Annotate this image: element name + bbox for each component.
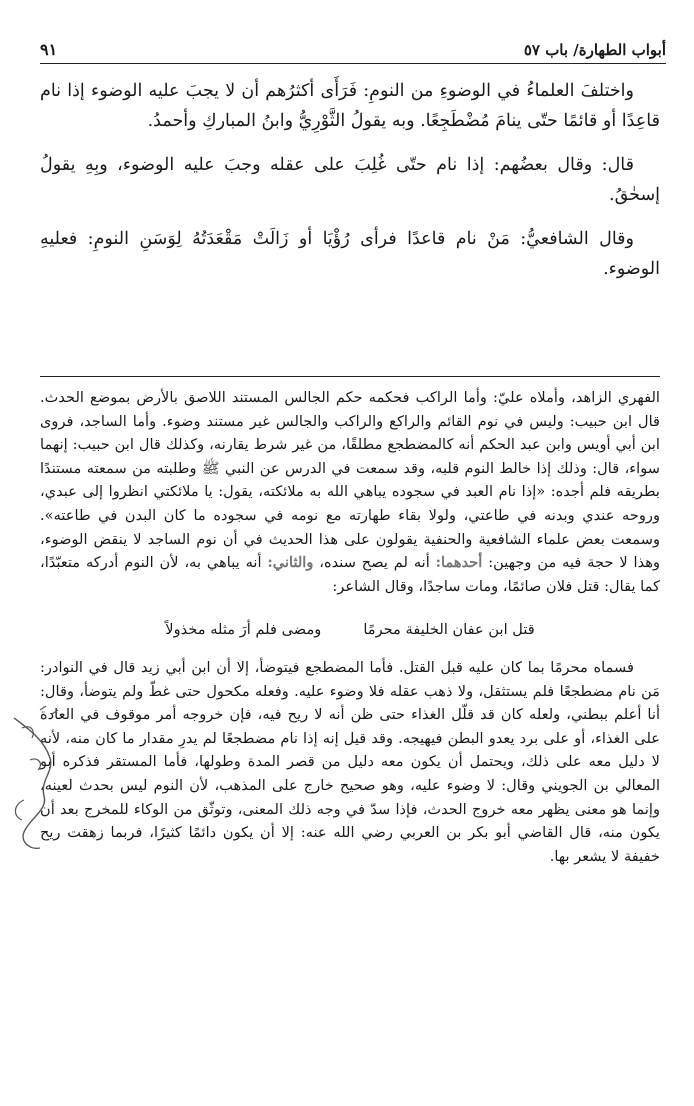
main-paragraph: قال: وقال بعضُهم: إذا نام حتّى غُلِبَ على عقله وجبَ عليه الوضوء، وبِهِ يقولُ إسحٰقُ.	[40, 155, 660, 205]
first-reason-text: أنه لم يصح سنده،	[319, 554, 430, 572]
main-paragraph: واختلفَ العلماءُ في الوضوءِ من النومِ: فَرَأَى أكثرُهم أن لا يجبَ عليه الوضوء إذا نام قاعِدًا أو قائمًا حتّى ينامَ مُضْطَجِعًا. وبه يقولُ الثَّوْرِيُّ وابنُ المباركِ وأحمدُ.	[40, 81, 660, 131]
first-reason-label: أحدهما:	[435, 554, 483, 572]
verse-second-hemistich: ومضى فلم أرَ مثله مخذولاً	[165, 621, 322, 639]
main-text	[40, 76, 660, 298]
commentary	[40, 386, 660, 868]
footnote-divider	[40, 376, 660, 377]
verse-first-hemistich: قتل ابن عفان الخليفة محرمًا	[363, 621, 535, 639]
second-reason-text: أنه يباهي به، لأن النوم أدركه متعبّدًا، كما يقال: قتل فلان صائمًا، ومات ساجدًا، وقال الشاعر:	[40, 554, 660, 595]
running-head	[40, 34, 666, 64]
handwritten-margin-note	[0, 700, 80, 860]
poem-verse	[40, 618, 660, 642]
main-paragraph: وقال الشافعيُّ: مَنْ نام قاعدًا فرأى رُؤْيَا أو زَالَتْ مَقْعَدَتُهُ لِوَسَنِ النومِ: فعليهِ الوضوء.	[40, 229, 660, 279]
commentary-paragraph: فسماه محرمًا بما كان عليه قبل القتل. فأما المضطجع فيتوضأ، إلا أن ابن أبي زيد قال في النوادر: مَن نام مضطجعًا فلم يستثقل، ولا ذهب عقله فلا وضوء عليه. وفعله مكحول حتى غطّ ولم يتوضأ، وقال: أنا أعلم ببطني، ولعله كان قد قلّل الغذاء حتى ظن أنه لا ريح فيه، فإن خروجه أمر موقوف في العادة على الغذاء، أو على برد يعدو البطن فيهيجه. وقد قيل إنه إذا نام مضطجعًا لم يدرِ مقدار ما كان منه، لأنه لا دليل معه على ذلك، ويحتمل أن يكون معه دليل من قصر المدة وطولها، فأما المستقر فذكره أبو المعالي بن الجويني وقال: لا وضوء عليه، وهو صحيح خارج على المذهب، لأن النوم ليس بحدث لعينه، وإنما هو معنى يظهر معه خروج الحدث، فإذا سدّ في وجه ذلك المعنى، وتوثّق من الوكاء للمخرج بعد أن يكون منه، قال القاضي أبو بكر بن العربي رضي الله عنه: إلا أن يكون دائمًا كثيرًا، فربما زهقت ريح خفيفة لا يشعر بها.	[40, 658, 660, 865]
page-number: ٩١	[40, 40, 58, 59]
chapter-title: أبواب الطهارة/ باب ٥٧	[523, 41, 666, 59]
commentary-paragraph	[40, 386, 660, 598]
commentary-text: الفهري الزاهد، وأملاه عليّ: وأما الراكب فحكمه حكم الجالس المستند اللاصق بالأرض بموضع الحدث. قال ابن حبيب: وليس في نوم القائم والراكع والراكب والجالس غير مستند وضوء. وأما الساجد، فروى ابن أبي أويس وابن عبد الحكم أنه كالمضطجع مطلقًا، من غير شرط يقارنه، وكذلك قال ابن حبيب: إنهما سواء، قال: وذلك إذا خالط النوم قلبه، وقد سمعت في الدرس عن النبي ﷺ وطلبته من سمعته مستندًا بطريقه فلم أجده: «إذا نام العبد في سجوده يباهي الله به ملائكته، يقول: يا ملائكتي انظروا إلى عبدي، وروحه عندي وبدنه في طاعتي، ولولا بقاء طهارته مع نومه في سجوده ما كان البدن في طاعته». وسمعت بعض علماء الشافعية والحنفية يقولون على هذا الحديث في أن نوم الساجد لا ينقض الوضوء، وهذا لا حجة فيه من وجهين:	[40, 389, 660, 572]
second-reason-label: والثاني:	[267, 554, 314, 572]
